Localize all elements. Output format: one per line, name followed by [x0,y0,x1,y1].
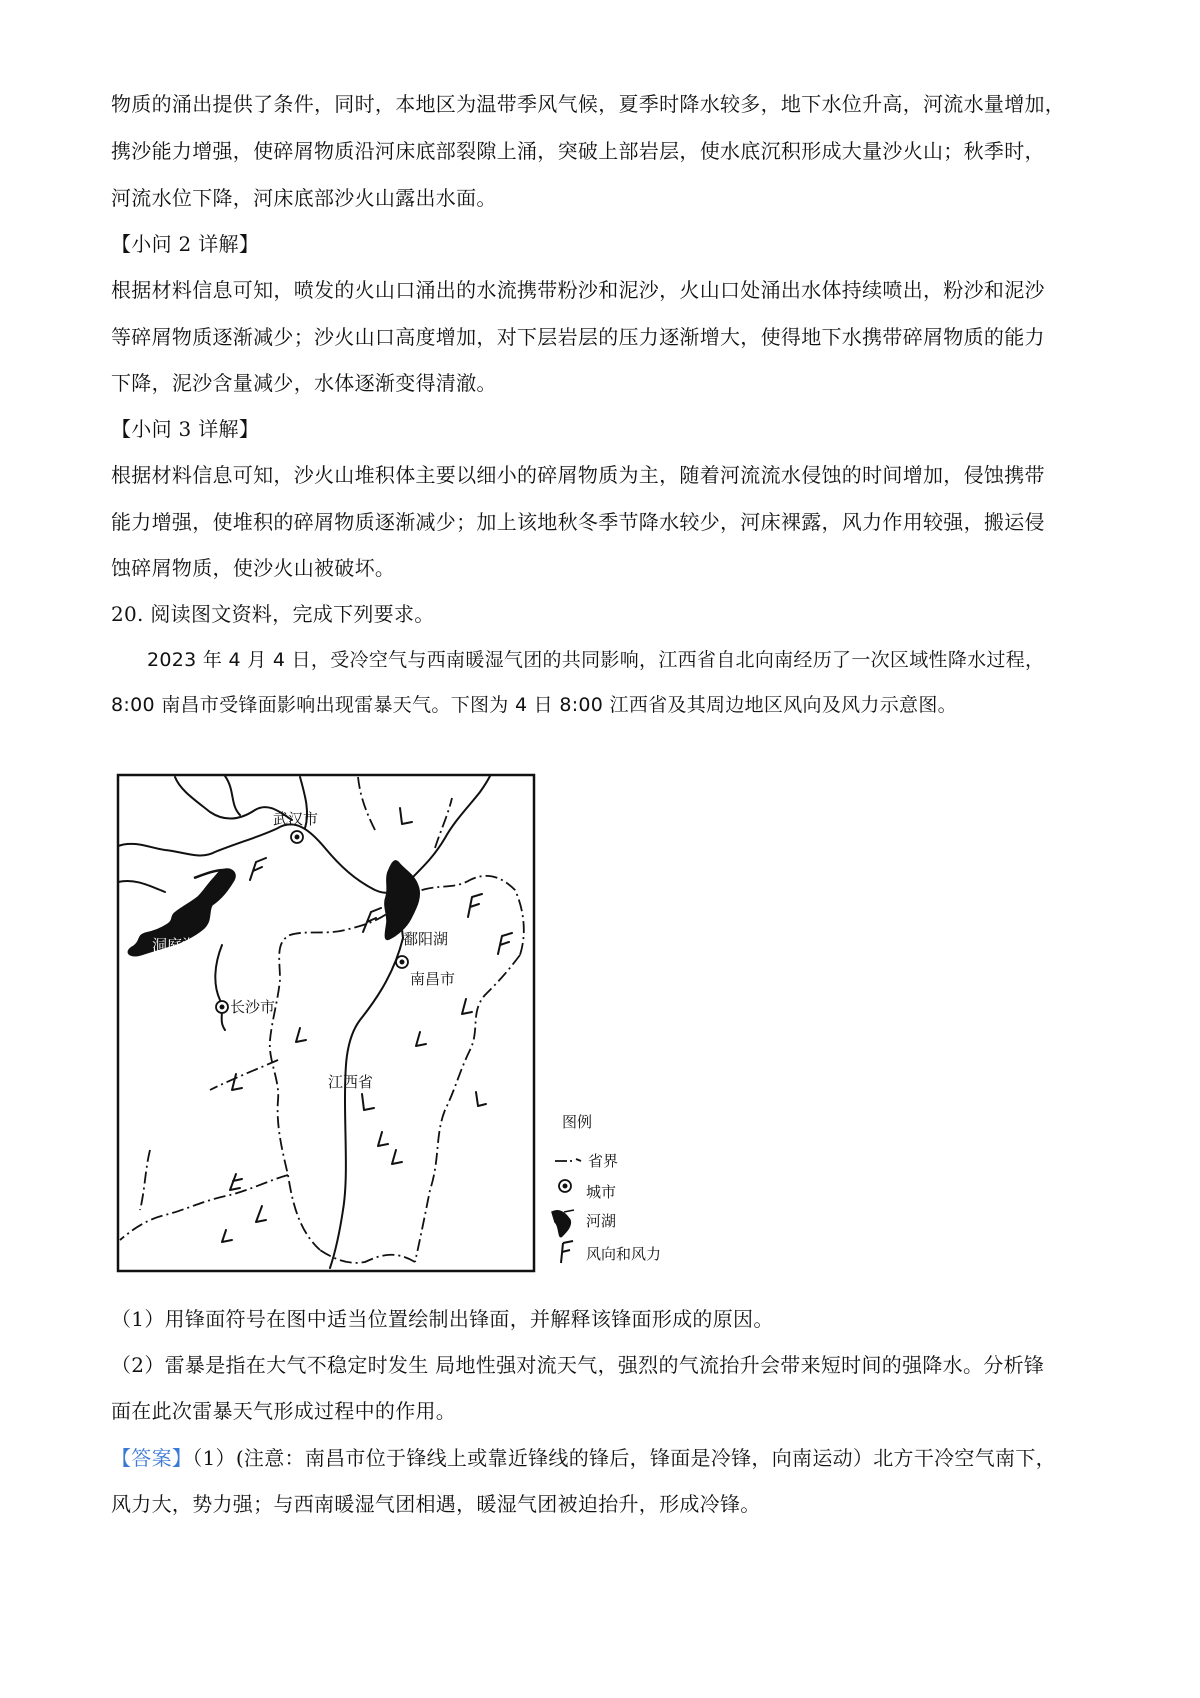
label-nanchang: 南昌市 [410,970,456,988]
legend-title: 图例 [562,1113,593,1131]
paragraph-line: 能力增强，使堆积的碎屑物质逐渐减少；加上该地秋冬季节降水较少，河床裸露，风力作用较强，搬运侵 [111,510,1045,534]
label-poyang: 鄱阳湖 [403,930,449,948]
label-jiangxi: 江西省 [328,1073,374,1091]
answer-line: 风力大，势力强；与西南暖湿气团相遇，暖湿气团被迫抬升，形成冷锋。 [111,1492,761,1516]
legend-item-boundary [555,1152,618,1170]
legend-item-lake [552,1210,616,1237]
svg-text:风向和风力: 风向和风力 [586,1245,662,1263]
question-2: （2）雷暴是指在大气不稳定时发生 局地性强对流天气，强烈的气流抬升会带来短时间的强降水。分析锋 [111,1353,1045,1377]
svg-text:省界: 省界 [588,1152,619,1170]
wind-barb [498,933,512,954]
province-boundary [358,777,375,830]
question-title: 20. 阅读图文资料，完成下列要求。 [111,602,435,626]
province-boundary [140,1150,150,1210]
wind-barb [232,1074,242,1090]
wind-barb [392,1150,402,1164]
city-changsha [216,1001,228,1013]
wind-barb [362,1094,374,1110]
wind-barb [222,1230,232,1242]
svg-text:城市: 城市 [586,1183,617,1201]
wind-barb [256,1206,266,1222]
label-wuhan: 武汉市 [273,810,319,828]
wind-barb [462,999,472,1014]
province-boundary [120,1175,288,1240]
paragraph-line: 河流水位下降，河床底部沙火山露出水面。 [111,186,497,210]
answer-line [111,1446,1091,1470]
legend-item-wind [561,1241,661,1263]
wind-barb [250,858,266,880]
city-nanchang [396,956,408,968]
section-heading: 【小问 3 详解】 [111,417,260,441]
material-text: 2023 年 4 月 4 日，受冷空气与西南暖湿气团的共同影响，江西省自北向南经历了一次区域性降水过程， [147,649,1045,671]
material-text: 8:00 南昌市受锋面影响出现雷暴天气。下图为 4 日 8:00 江西省及其周边地区风向及风力示意图。 [111,694,957,716]
section-heading: 【小问 2 详解】 [111,232,260,256]
paragraph-line: 下降，泥沙含量减少，水体逐渐变得清澈。 [111,371,497,395]
wind-barb [378,1132,388,1146]
river [330,938,403,1268]
province-boundary [210,1060,278,1090]
paragraph-line: 根据材料信息可知，喷发的火山口涌出的水流携带粉沙和泥沙，火山口处涌出水体持续喷出，粉沙和泥沙 [111,278,1045,302]
svg-text:河湖: 河湖 [586,1212,617,1230]
wind-barb [476,1092,486,1106]
paragraph-line: 物质的涌出提供了条件，同时，本地区为温带季风气候，夏季时降水较多，地下水位升高，河流水量增加， [111,92,1066,116]
river [118,881,165,892]
question-1: （1）用锋面符号在图中适当位置绘制出锋面，并解释该锋面形成的原因。 [111,1307,774,1331]
wind-barb [416,1032,426,1046]
question-2-cont: 面在此次雷暴天气形成过程中的作用。 [111,1399,457,1423]
answer-tag: 【答案】 [111,1446,193,1470]
wind-barb [363,908,381,932]
river [215,945,225,1030]
province-boundary [415,955,520,1262]
answer-text: （1）(注意：南昌市位于锋线上或靠近锋线的锋后，锋面是冷锋，向南运动）北方干冷空气南下， [192,1446,1056,1470]
wind-barb [230,1174,242,1190]
wind-barb [296,1028,306,1042]
paragraph-line: 等碎屑物质逐渐减少；沙火山口高度增加，对下层岩层的压力逐渐增大，使得地下水携带碎屑物质的能力 [111,325,1045,349]
city-wuhan [291,831,303,843]
label-changsha: 长沙市 [230,998,276,1016]
paragraph-line: 蚀碎屑物质，使沙火山被破坏。 [111,556,396,580]
paragraph-line: 根据材料信息可知，沙火山堆积体主要以细小的碎屑物质为主，随着河流流水侵蚀的时间增加，侵蚀携带 [111,463,1045,487]
wind-barb [468,894,482,917]
wind-barb [400,808,412,824]
river [225,776,240,815]
paragraph-line: 携沙能力增强，使碎屑物质沿河床底部裂隙上涌，突破上部岩层，使水底沉积形成大量沙火山；秋季时， [111,139,1045,163]
poyang-lake [385,861,419,940]
legend-item-city [559,1180,616,1201]
label-dongting: 洞庭湖 [152,936,198,954]
